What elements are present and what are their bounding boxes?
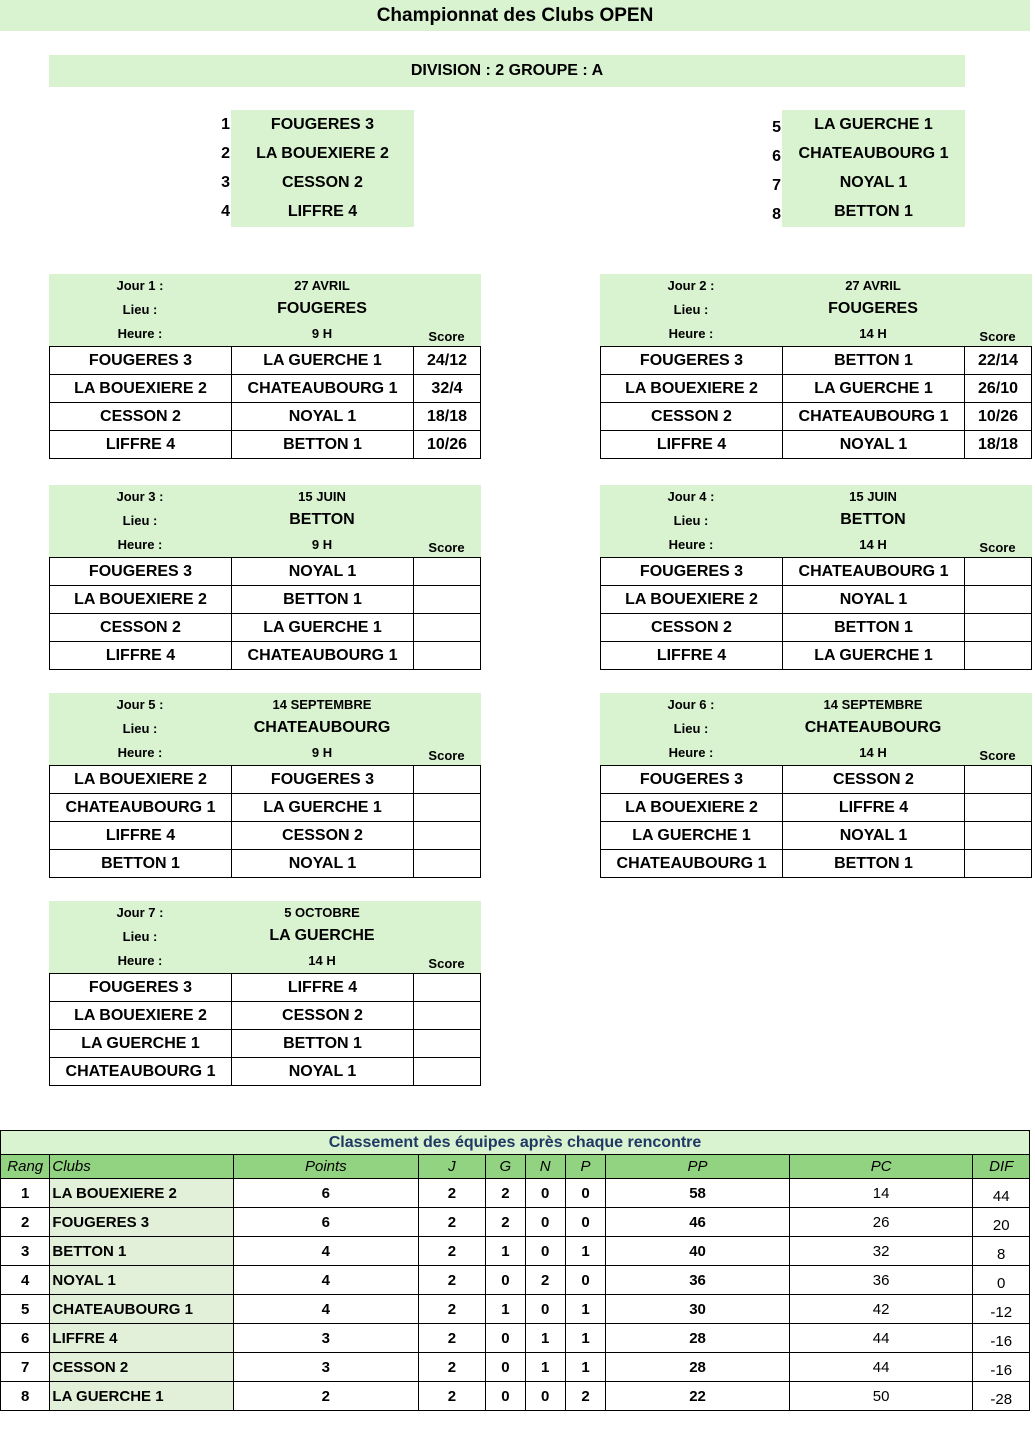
standings-club: LA GUERCHE 1 xyxy=(50,1382,234,1411)
standings-points-for: 22 xyxy=(606,1382,790,1411)
match-row xyxy=(50,558,481,586)
matchday-date: 14 SEPTEMBRE xyxy=(823,697,923,712)
match-score: 22/14 xyxy=(965,347,1032,375)
venue-label: Lieu : xyxy=(122,513,158,528)
standings-points-for: 28 xyxy=(606,1353,790,1382)
col-header-g: G xyxy=(486,1155,525,1179)
matches-table xyxy=(600,346,1032,459)
matchday-header xyxy=(600,274,1032,346)
matches-table xyxy=(49,765,481,878)
home-team: LIFFRE 4 xyxy=(601,431,783,459)
standings-points: 4 xyxy=(234,1266,419,1295)
away-team: NOYAL 1 xyxy=(232,850,414,878)
matchday-time: 9 H xyxy=(311,537,333,552)
matches-table xyxy=(600,765,1032,878)
standings-played: 2 xyxy=(418,1353,486,1382)
home-team: FOUGERES 3 xyxy=(601,766,783,794)
standings-difference: -16 xyxy=(973,1353,1030,1382)
standings-points-against: 50 xyxy=(789,1382,973,1411)
standings-difference: -16 xyxy=(973,1324,1030,1353)
match-score: 10/26 xyxy=(965,403,1032,431)
match-score xyxy=(414,850,481,878)
matchday-date: 15 JUIN xyxy=(849,489,897,504)
match-row xyxy=(601,642,1032,670)
standings-difference: 8 xyxy=(973,1237,1030,1266)
standings-lost: 1 xyxy=(565,1237,605,1266)
away-team: NOYAL 1 xyxy=(783,586,965,614)
away-team: CHATEAUBOURG 1 xyxy=(783,558,965,586)
home-team: CESSON 2 xyxy=(50,403,232,431)
away-team: CHATEAUBOURG 1 xyxy=(783,403,965,431)
standings-lost: 0 xyxy=(565,1179,605,1208)
match-score xyxy=(965,822,1032,850)
standings-played: 2 xyxy=(418,1324,486,1353)
match-score xyxy=(965,794,1032,822)
matchday-header xyxy=(49,693,481,765)
match-score xyxy=(965,558,1032,586)
away-team: BETTON 1 xyxy=(783,347,965,375)
match-row xyxy=(50,766,481,794)
team-number: 6 xyxy=(772,148,781,165)
match-row xyxy=(601,850,1032,878)
standings-won: 0 xyxy=(486,1382,525,1411)
away-team: LA GUERCHE 1 xyxy=(783,375,965,403)
home-team: FOUGERES 3 xyxy=(50,347,232,375)
matchday-label: Jour 5 : xyxy=(116,697,164,712)
col-header-n: N xyxy=(525,1155,565,1179)
venue-label: Lieu : xyxy=(673,513,709,528)
standings-row xyxy=(1,1237,1030,1266)
standings-played: 2 xyxy=(418,1382,486,1411)
matchday-date: 27 AVRIL xyxy=(294,278,350,293)
away-team: FOUGERES 3 xyxy=(232,766,414,794)
away-team: CESSON 2 xyxy=(232,1002,414,1030)
match-score xyxy=(965,850,1032,878)
match-row xyxy=(50,794,481,822)
match-row xyxy=(50,431,481,459)
standings-row xyxy=(1,1324,1030,1353)
time-label: Heure : xyxy=(117,326,163,341)
venue-label: Lieu : xyxy=(673,302,709,317)
score-label: Score xyxy=(979,748,1016,763)
col-header-j: J xyxy=(418,1155,486,1179)
match-score: 18/18 xyxy=(414,403,481,431)
page-title: Championnat des Clubs OPEN xyxy=(0,0,1030,31)
home-team: LIFFRE 4 xyxy=(50,822,232,850)
away-team: NOYAL 1 xyxy=(783,822,965,850)
matchday-label: Jour 6 : xyxy=(667,697,715,712)
home-team: CHATEAUBOURG 1 xyxy=(601,850,783,878)
match-row xyxy=(50,403,481,431)
away-team: NOYAL 1 xyxy=(783,431,965,459)
away-team: BETTON 1 xyxy=(783,614,965,642)
col-header-points: Points xyxy=(234,1155,419,1179)
match-row xyxy=(50,1058,481,1086)
standings-points: 6 xyxy=(234,1208,419,1237)
venue-label: Lieu : xyxy=(122,929,158,944)
matches-table xyxy=(49,973,481,1086)
standings-row xyxy=(1,1208,1030,1237)
team-name: LA GUERCHE 1 xyxy=(814,116,933,133)
standings-points-against: 26 xyxy=(789,1208,973,1237)
match-row xyxy=(601,403,1032,431)
home-team: LA BOUEXIERE 2 xyxy=(50,586,232,614)
match-score xyxy=(414,794,481,822)
standings-points-for: 58 xyxy=(606,1179,790,1208)
standings-rank: 3 xyxy=(1,1237,50,1266)
home-team: LA GUERCHE 1 xyxy=(601,822,783,850)
home-team: FOUGERES 3 xyxy=(50,558,232,586)
standings-lost: 1 xyxy=(565,1295,605,1324)
away-team: BETTON 1 xyxy=(232,431,414,459)
score-label: Score xyxy=(428,748,465,763)
standings-points-against: 14 xyxy=(789,1179,973,1208)
standings-rank: 5 xyxy=(1,1295,50,1324)
matchday-time: 14 H xyxy=(859,745,887,760)
col-header-pp: PP xyxy=(606,1155,790,1179)
matchday-header xyxy=(600,693,1032,765)
away-team: CHATEAUBOURG 1 xyxy=(232,642,414,670)
match-row xyxy=(50,586,481,614)
match-row xyxy=(601,431,1032,459)
team-number: 2 xyxy=(221,145,230,162)
standings-points-against: 44 xyxy=(789,1353,973,1382)
col-header-clubs: Clubs xyxy=(50,1155,234,1179)
match-score xyxy=(414,1002,481,1030)
match-score: 32/4 xyxy=(414,375,481,403)
standings-points-for: 40 xyxy=(606,1237,790,1266)
matchday-label: Jour 3 : xyxy=(116,489,164,504)
home-team: LA BOUEXIERE 2 xyxy=(601,375,783,403)
matchday-time: 14 H xyxy=(859,537,887,552)
match-row xyxy=(50,614,481,642)
col-header-dif: DIF xyxy=(973,1155,1030,1179)
standings-played: 2 xyxy=(418,1295,486,1324)
match-row xyxy=(50,347,481,375)
match-row xyxy=(50,850,481,878)
standings-drawn: 1 xyxy=(525,1324,565,1353)
team-name: CESSON 2 xyxy=(282,174,363,191)
team-name: LA BOUEXIERE 2 xyxy=(256,145,389,162)
away-team: CHATEAUBOURG 1 xyxy=(232,375,414,403)
matchday-header xyxy=(49,901,481,973)
match-score: 10/26 xyxy=(414,431,481,459)
standings-row xyxy=(1,1353,1030,1382)
venue-label: Lieu : xyxy=(673,721,709,736)
standings-points-against: 32 xyxy=(789,1237,973,1266)
standings-difference: 20 xyxy=(973,1208,1030,1237)
standings-row xyxy=(1,1179,1030,1208)
standings-won: 0 xyxy=(486,1353,525,1382)
standings-won: 2 xyxy=(486,1208,525,1237)
team-number: 8 xyxy=(772,206,781,223)
col-header-rank: Rang xyxy=(1,1155,50,1179)
matchday-venue: BETTON xyxy=(289,511,355,528)
home-team: CHATEAUBOURG 1 xyxy=(50,1058,232,1086)
match-row xyxy=(50,974,481,1002)
away-team: NOYAL 1 xyxy=(232,403,414,431)
matchday-venue: CHATEAUBOURG xyxy=(804,719,942,736)
match-row xyxy=(50,1030,481,1058)
matchday-date: 5 OCTOBRE xyxy=(284,905,360,920)
standings-rank: 4 xyxy=(1,1266,50,1295)
standings-club: CESSON 2 xyxy=(50,1353,234,1382)
home-team: LA BOUEXIERE 2 xyxy=(50,766,232,794)
standings-drawn: 0 xyxy=(525,1295,565,1324)
standings-lost: 1 xyxy=(565,1324,605,1353)
matchday-header xyxy=(49,274,481,346)
standings-drawn: 0 xyxy=(525,1237,565,1266)
match-row xyxy=(601,586,1032,614)
standings-rank: 8 xyxy=(1,1382,50,1411)
matchday-venue: BETTON xyxy=(840,511,906,528)
home-team: FOUGERES 3 xyxy=(50,974,232,1002)
standings-club: NOYAL 1 xyxy=(50,1266,234,1295)
matchday-date: 27 AVRIL xyxy=(845,278,901,293)
team-name: BETTON 1 xyxy=(834,203,913,220)
away-team: CESSON 2 xyxy=(232,822,414,850)
matches-table xyxy=(600,557,1032,670)
standings-won: 0 xyxy=(486,1324,525,1353)
team-name: LIFFRE 4 xyxy=(287,203,358,220)
match-score xyxy=(414,558,481,586)
matchday-venue: LA GUERCHE xyxy=(269,927,375,944)
match-row xyxy=(601,766,1032,794)
time-label: Heure : xyxy=(668,745,714,760)
time-label: Heure : xyxy=(117,953,163,968)
match-score: 26/10 xyxy=(965,375,1032,403)
matchday-time: 14 H xyxy=(308,953,336,968)
col-header-pc: PC xyxy=(789,1155,973,1179)
match-row xyxy=(50,1002,481,1030)
standings-points: 6 xyxy=(234,1179,419,1208)
standings-played: 2 xyxy=(418,1237,486,1266)
matchday-date: 15 JUIN xyxy=(298,489,346,504)
standings-drawn: 0 xyxy=(525,1208,565,1237)
team-name: CHATEAUBOURG 1 xyxy=(798,145,949,162)
standings-header-row xyxy=(1,1155,1030,1179)
matches-table xyxy=(49,346,481,459)
score-label: Score xyxy=(428,956,465,971)
match-row xyxy=(601,375,1032,403)
team-name: NOYAL 1 xyxy=(839,174,908,191)
time-label: Heure : xyxy=(117,537,163,552)
score-label: Score xyxy=(979,540,1016,555)
standings-difference: 44 xyxy=(973,1179,1030,1208)
away-team: LA GUERCHE 1 xyxy=(783,642,965,670)
away-team: NOYAL 1 xyxy=(232,1058,414,1086)
standings-lost: 2 xyxy=(565,1382,605,1411)
standings-row xyxy=(1,1382,1030,1411)
home-team: CESSON 2 xyxy=(601,614,783,642)
time-label: Heure : xyxy=(117,745,163,760)
standings-row xyxy=(1,1295,1030,1324)
standings-club: LA BOUEXIERE 2 xyxy=(50,1179,234,1208)
time-label: Heure : xyxy=(668,326,714,341)
standings-difference: -12 xyxy=(973,1295,1030,1324)
standings-points-for: 36 xyxy=(606,1266,790,1295)
home-team: LIFFRE 4 xyxy=(50,642,232,670)
standings-points: 4 xyxy=(234,1237,419,1266)
match-row xyxy=(601,822,1032,850)
standings-points-for: 46 xyxy=(606,1208,790,1237)
team-number: 7 xyxy=(772,177,781,194)
standings-drawn: 0 xyxy=(525,1179,565,1208)
standings-club: BETTON 1 xyxy=(50,1237,234,1266)
home-team: LA BOUEXIERE 2 xyxy=(50,375,232,403)
match-score xyxy=(414,642,481,670)
match-row xyxy=(50,375,481,403)
standings-won: 0 xyxy=(486,1266,525,1295)
home-team: CESSON 2 xyxy=(601,403,783,431)
standings-rank: 6 xyxy=(1,1324,50,1353)
match-score xyxy=(414,822,481,850)
time-label: Heure : xyxy=(668,537,714,552)
standings-points: 3 xyxy=(234,1324,419,1353)
matchday-time: 14 H xyxy=(859,326,887,341)
home-team: LA BOUEXIERE 2 xyxy=(601,586,783,614)
standings-difference: -28 xyxy=(973,1382,1030,1411)
standings-points: 4 xyxy=(234,1295,419,1324)
score-label: Score xyxy=(428,540,465,555)
match-score xyxy=(414,974,481,1002)
standings-points: 2 xyxy=(234,1382,419,1411)
home-team: FOUGERES 3 xyxy=(601,347,783,375)
match-score: 18/18 xyxy=(965,431,1032,459)
home-team: CESSON 2 xyxy=(50,614,232,642)
matchday-venue: FOUGERES xyxy=(277,300,367,317)
match-score xyxy=(965,586,1032,614)
matchday-date: 14 SEPTEMBRE xyxy=(272,697,372,712)
standings-rank: 7 xyxy=(1,1353,50,1382)
standings-lost: 0 xyxy=(565,1208,605,1237)
standings-rank: 1 xyxy=(1,1179,50,1208)
match-score xyxy=(965,614,1032,642)
score-label: Score xyxy=(428,329,465,344)
match-score: 24/12 xyxy=(414,347,481,375)
matchday-label: Jour 7 : xyxy=(116,905,164,920)
standings-won: 1 xyxy=(486,1237,525,1266)
match-score xyxy=(414,1058,481,1086)
home-team: LIFFRE 4 xyxy=(601,642,783,670)
away-team: LA GUERCHE 1 xyxy=(232,794,414,822)
standings-row xyxy=(1,1266,1030,1295)
standings-lost: 1 xyxy=(565,1353,605,1382)
standings-club: CHATEAUBOURG 1 xyxy=(50,1295,234,1324)
match-row xyxy=(601,558,1032,586)
match-row xyxy=(601,347,1032,375)
matchday-venue: CHATEAUBOURG xyxy=(253,719,391,736)
match-row xyxy=(50,642,481,670)
home-team: LA BOUEXIERE 2 xyxy=(601,794,783,822)
score-label: Score xyxy=(979,329,1016,344)
standings-won: 2 xyxy=(486,1179,525,1208)
standings-played: 2 xyxy=(418,1208,486,1237)
standings-points-against: 42 xyxy=(789,1295,973,1324)
match-row xyxy=(50,822,481,850)
matchday-header xyxy=(600,485,1032,557)
matchday-label: Jour 1 : xyxy=(116,278,164,293)
standings-points: 3 xyxy=(234,1353,419,1382)
venue-label: Lieu : xyxy=(122,302,158,317)
match-row xyxy=(601,794,1032,822)
standings-played: 2 xyxy=(418,1179,486,1208)
team-number: 1 xyxy=(221,116,230,133)
matchday-label: Jour 2 : xyxy=(667,278,715,293)
matchday-time: 9 H xyxy=(311,326,333,341)
away-team: LIFFRE 4 xyxy=(783,794,965,822)
away-team: LA GUERCHE 1 xyxy=(232,347,414,375)
division-group-banner: DIVISION : 2 GROUPE : A xyxy=(49,55,965,87)
standings-points-against: 36 xyxy=(789,1266,973,1295)
match-score xyxy=(414,614,481,642)
standings-club: FOUGERES 3 xyxy=(50,1208,234,1237)
standings-difference: 0 xyxy=(973,1266,1030,1295)
team-number: 3 xyxy=(221,174,230,191)
home-team: FOUGERES 3 xyxy=(601,558,783,586)
standings-drawn: 2 xyxy=(525,1266,565,1295)
standings-points-against: 44 xyxy=(789,1324,973,1353)
away-team: BETTON 1 xyxy=(783,850,965,878)
away-team: NOYAL 1 xyxy=(232,558,414,586)
standings-rank: 2 xyxy=(1,1208,50,1237)
matchday-time: 9 H xyxy=(311,745,333,760)
matchday-label: Jour 4 : xyxy=(667,489,715,504)
match-score xyxy=(965,766,1032,794)
standings-drawn: 0 xyxy=(525,1382,565,1411)
home-team: LA BOUEXIERE 2 xyxy=(50,1002,232,1030)
standings-table xyxy=(0,1130,1030,1411)
matchday-header xyxy=(49,485,481,557)
away-team: CESSON 2 xyxy=(783,766,965,794)
match-score xyxy=(414,766,481,794)
home-team: LA GUERCHE 1 xyxy=(50,1030,232,1058)
match-score xyxy=(414,1030,481,1058)
match-score xyxy=(965,642,1032,670)
team-number: 5 xyxy=(772,119,781,136)
away-team: LIFFRE 4 xyxy=(232,974,414,1002)
standings-points-for: 30 xyxy=(606,1295,790,1324)
home-team: LIFFRE 4 xyxy=(50,431,232,459)
standings-caption: Classement des équipes après chaque rencontre xyxy=(1,1131,1030,1155)
team-name: FOUGERES 3 xyxy=(270,116,375,133)
standings-points-for: 28 xyxy=(606,1324,790,1353)
standings-club: LIFFRE 4 xyxy=(50,1324,234,1353)
standings-drawn: 1 xyxy=(525,1353,565,1382)
team-number: 4 xyxy=(221,203,230,220)
home-team: CHATEAUBOURG 1 xyxy=(50,794,232,822)
away-team: BETTON 1 xyxy=(232,586,414,614)
matchday-venue: FOUGERES xyxy=(828,300,918,317)
standings-lost: 0 xyxy=(565,1266,605,1295)
away-team: LA GUERCHE 1 xyxy=(232,614,414,642)
col-header-p: P xyxy=(565,1155,605,1179)
venue-label: Lieu : xyxy=(122,721,158,736)
home-team: BETTON 1 xyxy=(50,850,232,878)
away-team: BETTON 1 xyxy=(232,1030,414,1058)
standings-played: 2 xyxy=(418,1266,486,1295)
match-score xyxy=(414,586,481,614)
match-row xyxy=(601,614,1032,642)
standings-won: 1 xyxy=(486,1295,525,1324)
matches-table xyxy=(49,557,481,670)
